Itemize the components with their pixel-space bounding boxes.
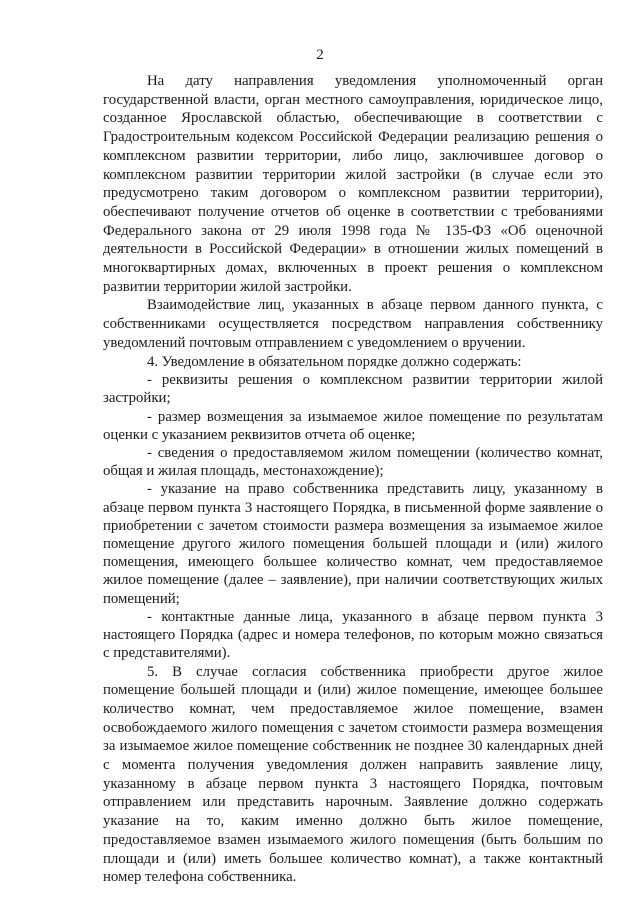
- document-body: [103, 72, 603, 887]
- list-item-compensation-amount: - размер возмещения за изымаемое жилое помещение по результатам оценки с указанием реквизитов отчета об оценке;: [103, 408, 603, 443]
- paragraph-item-4-heading: 4. Уведомление в обязательном порядке должно содержать:: [147, 353, 522, 370]
- list-item-decision-details: - реквизиты решения о комплексном развитии территории жилой застройки;: [103, 372, 603, 407]
- list-item-owner-right: - указание на право собственника представить лицу, указанному в абзаце первом пункта 3 настоящего Порядка, в письменной форме заявление о приобретении с зачетом стоимости размера возмещения за изымаемое жилое помещение другого жилого помещения большей площади и (или) жилого помещения, имеющего большее количество комнат, чем предоставляемое жилое помещение (далее – заявление), при наличии соответствующих жилых помещений;: [103, 481, 603, 607]
- page-number: 2: [316, 47, 324, 63]
- paragraph-reporting-obligation: На дату направления уведомления уполномоченный орган государственной власти, орган местного самоуправления, юридическое лицо, созданное Ярославской областью, обеспечивающие в соответствии с Градостроительным кодексом Российской Федерации реализацию решения о комплексном развитии территории, либо лицо, заключившее договор о комплексном развитии территории жилой застройки (в случае если это предусмотрено таким договором о комплексном развитии территории), обеспечивают получение отчетов об оценке в соответствии с требованиями Федерального закона от 29 июля 1998 года № 135-ФЗ «Об оценочной деятельности в Российской Федерации» в отношении жилых помещений в многоквартирных домах, включенных в проект решения о комплексном развитии территории жилой застройки.: [103, 73, 603, 295]
- list-item-contact-details: - контактные данные лица, указанного в абзаце первом пункта 3 настоящего Порядка (адрес и номера телефонов, по которым можно связаться с представителями).: [103, 608, 603, 662]
- paragraph-item-5: 5. В случае согласия собственника приобрести другое жилое помещение большей площади и (или) жилое помещение, имеющее большее количество комнат, чем предоставляемое жилое помещение, взамен освобождаемого жилого помещения с зачетом стоимости размера возмещения за изымаемое жилое помещение собственник не позднее 30 календарных дней с момента получения уведомления должен направить заявление лицу, указанному в абзаце первом пункта 3 настоящего Порядка, почтовым отправлением или представить нарочным. Заявление должно содержать указание на то, каким именно должно быть жилое помещение, предоставляемое взамен изымаемого жилого помещения (быть большим по площади и (или) иметь большее количество комнат), а также контактный номер телефона собственника.: [103, 663, 603, 886]
- list-item-dwelling-info: - сведения о предоставляемом жилом помещении (количество комнат, общая и жилая площадь, местонахождение);: [103, 445, 603, 480]
- paragraph-interaction: Взаимодействие лиц, указанных в абзаце первом данного пункта, с собственниками осуществляется посредством направления собственнику уведомлений почтовым отправлением с уведомлением о вручении.: [103, 297, 603, 351]
